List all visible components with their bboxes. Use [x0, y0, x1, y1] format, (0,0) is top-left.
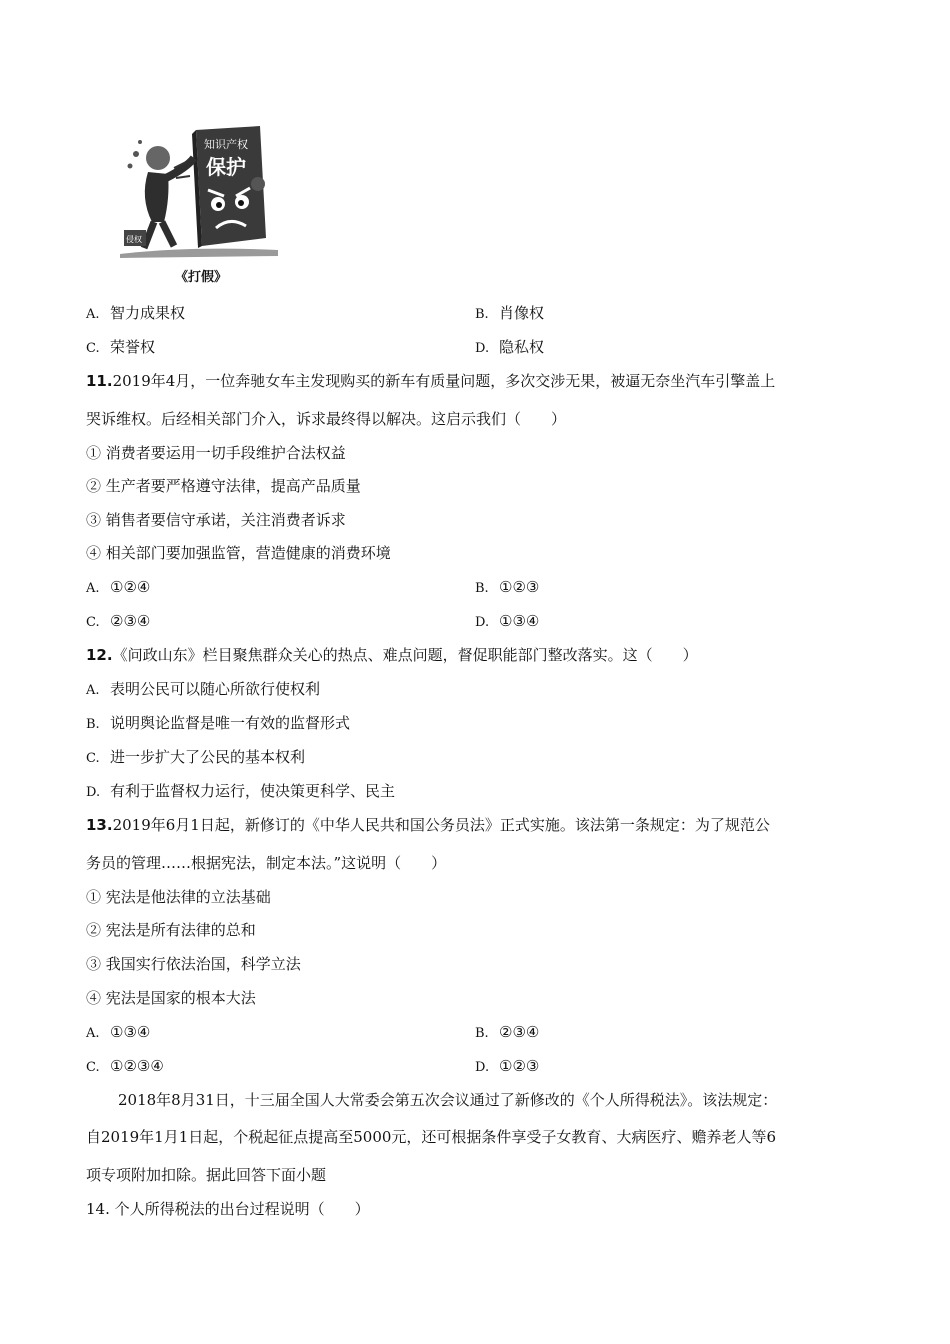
- statement-item: ② 生产者要严格遵守法律，提高产品质量: [86, 477, 361, 495]
- option-letter: A.: [86, 307, 100, 322]
- option-text: ①②③: [499, 1057, 540, 1075]
- option-letter: C.: [86, 751, 100, 766]
- option-letter: B.: [475, 1026, 489, 1041]
- option-text: 进一步扩大了公民的基本权利: [110, 748, 306, 766]
- option-b[interactable]: [475, 577, 539, 599]
- bag-label: 侵权: [126, 235, 142, 244]
- statement-item: ② 宪法是所有法律的总和: [86, 921, 256, 939]
- stem-line: 2019年6月1日起，新修订的《中华人民共和国公务员法》正式实施。该法第一条规定：为了规范公: [112, 816, 770, 834]
- option-a[interactable]: [86, 303, 185, 325]
- option-a[interactable]: [86, 679, 320, 701]
- option-letter: B.: [475, 581, 489, 596]
- option-letter: D.: [475, 341, 490, 356]
- option-text: 说明舆论监督是唯一有效的监督形式: [110, 714, 351, 732]
- stem-line: 哭诉维权。后经相关部门介入，诉求最终得以解决。这启示我们（ ）: [86, 410, 567, 428]
- material-line: 项专项附加扣除。据此回答下面小题: [86, 1166, 327, 1184]
- option-text: 表明公民可以随心所欲行使权利: [110, 680, 321, 698]
- material-line: 自2019年1月1日起，个税起征点提高至5000元，还可根据条件享受子女教育、大病医疗、赡养老人等6: [86, 1128, 776, 1146]
- statement-item: ④ 相关部门要加强监管，营造健康的消费环境: [86, 544, 391, 562]
- option-c[interactable]: [86, 611, 150, 633]
- cartoon-anti-counterfeit: [100, 118, 280, 263]
- stem-line: 2019年4月，一位奔驰女车主发现购买的新车有质量问题，多次交涉无果，被逼无奈坐汽车引擎盖上: [112, 372, 776, 390]
- option-letter: D.: [475, 615, 490, 630]
- option-d[interactable]: [86, 781, 395, 803]
- option-text: ②③④: [499, 1023, 540, 1041]
- option-a[interactable]: [86, 1022, 150, 1044]
- option-c[interactable]: [86, 337, 155, 359]
- option-d[interactable]: [475, 337, 544, 359]
- option-text: ①②③④: [110, 1057, 164, 1075]
- sign-line1: 知识产权: [204, 138, 248, 151]
- option-text: 有利于监督权力运行，使决策更科学、民主: [110, 782, 396, 800]
- option-a[interactable]: [86, 577, 150, 599]
- option-letter: C.: [86, 615, 100, 630]
- statement-item: ③ 我国实行依法治国，科学立法: [86, 955, 301, 973]
- option-c[interactable]: [86, 747, 305, 769]
- question-14-stem: 14. 个人所得税法的出台过程说明（ ）: [86, 1200, 370, 1218]
- question-number: 11.: [86, 372, 113, 390]
- question-12-stem: [86, 645, 698, 665]
- sign-line2: 保护: [206, 155, 246, 179]
- stem-line: 务员的管理……根据宪法，制定本法。”这说明（ ）: [86, 854, 447, 872]
- option-text: 智力成果权: [110, 304, 186, 322]
- option-letter: B.: [475, 307, 489, 322]
- option-text: 肖像权: [499, 304, 545, 322]
- question-number: 13.: [86, 816, 113, 834]
- option-text: 隐私权: [499, 338, 545, 356]
- option-text: ①③④: [499, 612, 540, 630]
- option-c[interactable]: [86, 1056, 164, 1078]
- question-13-stem: [86, 815, 770, 835]
- option-letter: C.: [86, 341, 100, 356]
- option-letter: C.: [86, 1060, 100, 1075]
- option-text: ①③④: [110, 1023, 151, 1041]
- option-letter: D.: [86, 785, 101, 800]
- statement-item: ① 消费者要运用一切手段维护合法权益: [86, 444, 346, 462]
- option-text: 荣誉权: [110, 338, 156, 356]
- stem-line: 《问政山东》栏目聚焦群众关心的热点、难点问题，督促职能部门整改落实。这（ ）: [112, 646, 698, 664]
- statement-item: ④ 宪法是国家的根本大法: [86, 989, 256, 1007]
- figure-caption: 《打假》: [175, 270, 228, 285]
- question-number: 12.: [86, 646, 113, 664]
- option-letter: D.: [475, 1060, 490, 1075]
- option-b[interactable]: [86, 713, 350, 735]
- option-b[interactable]: [475, 1022, 539, 1044]
- option-b[interactable]: [475, 303, 544, 325]
- option-d[interactable]: [475, 1056, 539, 1078]
- statement-item: ① 宪法是他法律的立法基础: [86, 888, 271, 906]
- option-text: ①②④: [110, 578, 151, 596]
- option-d[interactable]: [475, 611, 539, 633]
- statement-item: ③ 销售者要信守承诺，关注消费者诉求: [86, 511, 346, 529]
- option-letter: B.: [86, 717, 100, 732]
- option-letter: A.: [86, 1026, 100, 1041]
- option-text: ①②③: [499, 578, 540, 596]
- option-letter: A.: [86, 581, 100, 596]
- material-line: 2018年8月31日，十三届全国人大常委会第五次会议通过了新修改的《个人所得税法》。该法规定：: [118, 1091, 778, 1109]
- question-11-stem: [86, 371, 775, 391]
- option-letter: A.: [86, 683, 100, 698]
- option-text: ②③④: [110, 612, 151, 630]
